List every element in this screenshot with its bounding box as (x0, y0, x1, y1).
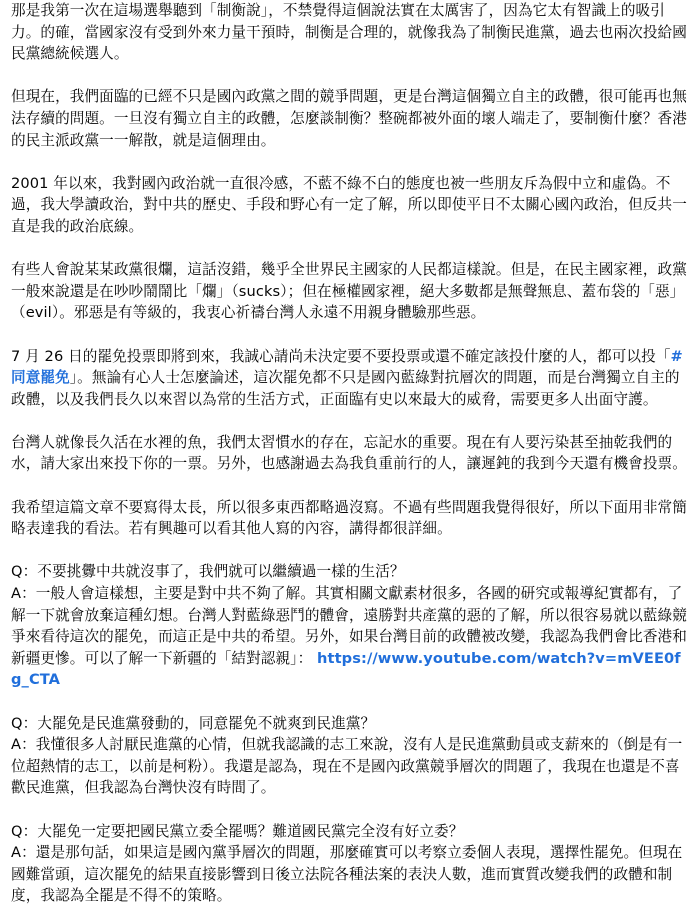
answer: A：還是那句話，如果這是國內黨爭層次的問題，那麼確實可以考察立委個人表現，選擇性罷免。但現在國難當頭，這次罷免的結果直接影響到日後立法院各種法案的表決人數，進而實質改變我們的政體和制度，我認為全罷是不得不的策略。 (11, 844, 683, 905)
paragraph-text: 7 月 26 日的罷免投票即將到來，我誠心請尚未決定要不要投票或還不確定該投什麼的人，都可以投「 (11, 347, 671, 365)
paragraph: 但現在，我們面臨的已經不只是國內政黨之間的競爭問題，更是台灣這個獨立自主的政體，很可能再也無法存續的問題。一旦沒有獨立自主的政體，怎麼談制衡？整碗都被外面的壞人端走了，要制衡什麼？香港的民主派政黨一一解散，就是這個理由。 (11, 88, 687, 149)
paragraph: 那是我第一次在這場選舉聽到「制衡說」，不禁覺得這個說法實在太厲害了，因為它太有智識上的吸引力。的確，當國家沒有受到外來力量干預時，制衡是合理的，就像我為了制衡民進黨，過去也兩次投給國民黨總統候選人。 (11, 2, 687, 63)
answer (11, 583, 687, 691)
question: Q：大罷免一定要把國民黨立委全罷嗎？難道國民黨完全沒有好立委？ (11, 822, 464, 840)
youtube-link[interactable]: https://www.youtube.com/watch?v=mVEE0fg_CTA (11, 649, 681, 689)
paragraph-text: 」。無論有心人士怎麼論述，這次罷免都不只是國內藍綠對抗層次的問題，而是台灣獨立自主的政體，以及我們長久以來習以為常的生活方式，正面臨有史以來最大的威脅，需要更多人出面守護。 (11, 369, 680, 408)
question: Q：大罷免是民進黨發動的，同意罷免不就爽到民進黨？ (11, 714, 376, 732)
paragraph: 我希望這篇文章不要寫得太長，所以很多東西都略過沒寫。不過有些問題我覺得很好，所以下面用非常簡略表達我的看法。若有興趣可以看其他人寫的內容，講得都很詳細。 (11, 498, 687, 538)
answer-text: A：一般人會這樣想，主要是對中共不夠了解。其實相關文獻素材很多，各國的研究或報導紀實都有，了解一下就會放棄這種幻想。台灣人對藍綠惡鬥的體會，遠勝對共產黨的惡的了解，所以很容易就以藍綠競爭來看待這次的罷免，而這正是中共的希望。另外，如果台灣目前的政體被改變，我認為我們會比香港和新疆更慘。可以了解一下新疆的「結對認親」： (11, 585, 687, 667)
paragraph-vote (11, 346, 687, 411)
question: Q：不要挑釁中共就沒事了，我們就可以繼續過一樣的生活？ (11, 563, 405, 581)
hashtag-link[interactable]: #同意罷免 (11, 347, 683, 387)
paragraph: 2001 年以來，我對國內政治就一直很冷感，不藍不綠不白的態度也被一些朋友斥為假中立和虛偽。不過，我大學讀政治，對中共的歷史、手段和野心有一定了解，所以即使平日不太關心國內政治，但反共一直是我的政治底線。 (11, 174, 687, 235)
answer: A：我懂很多人討厭民進黨的心情，但就我認識的志工來說，沒有人是民進黨動員或支薪來的（倒是有一位超熱情的志工，以前是柯粉）。我還是認為，現在不是國內政黨競爭層次的問題了，我現在也還是不喜歡民進黨，但我認為台灣快沒有時間了。 (11, 736, 683, 797)
paragraph: 有些人會說某某政黨很爛，這話沒錯，幾乎全世界民主國家的人民都這樣說。但是，在民主國家裡，政黨一般來說還是在吵吵鬧鬧比「爛」（sucks）；但在極權國家裡，絕大多數都是無聲無息、蓋布袋的「惡」（evil）。邪惡是有等級的，我衷心祈禱台灣人永遠不用親身體驗那些惡。 (11, 261, 687, 322)
paragraph: 台灣人就像長久活在水裡的魚，我們太習慣水的存在，忘記水的重要。現在有人要污染甚至抽乾我們的水，請大家出來投下你的一票。另外，也感謝過去為我負重前行的人，讓遲鈍的我到今天還有機會投票。 (11, 433, 687, 473)
